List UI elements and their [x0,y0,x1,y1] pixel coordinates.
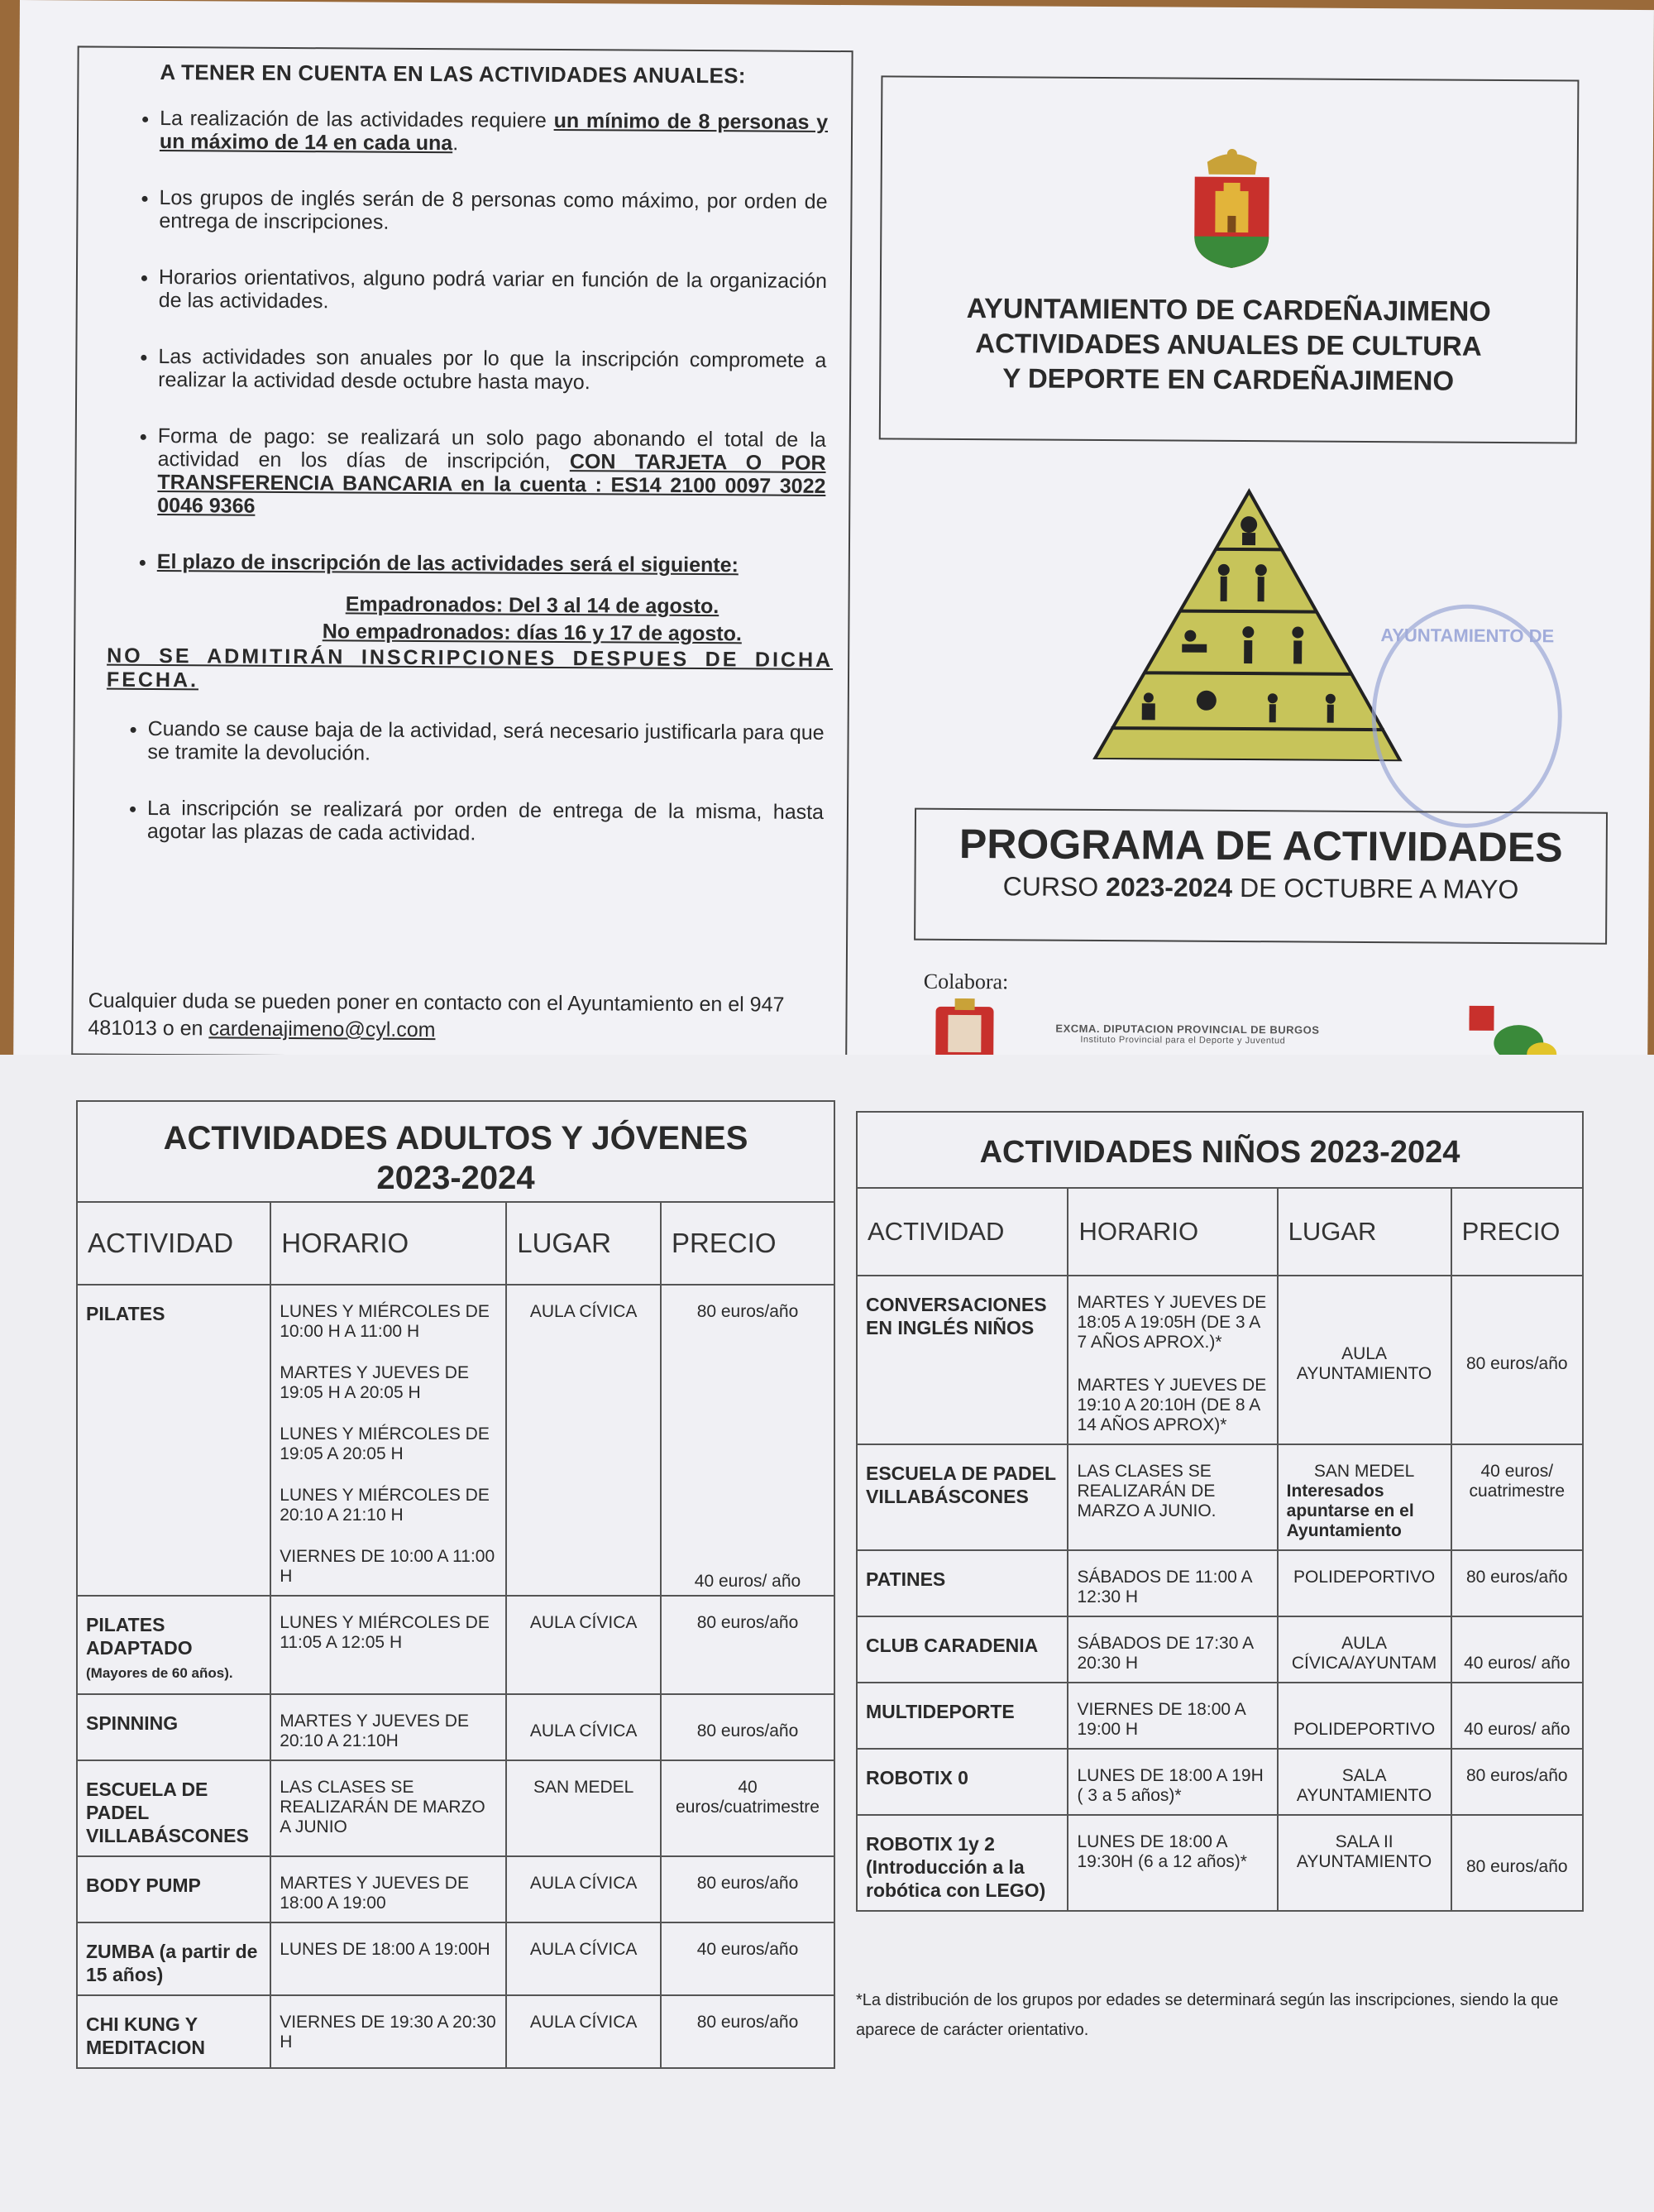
activity-name: CONVERSACIONES EN INGLÉS NIÑOS [857,1276,1068,1444]
price-line: 40 euros/ año [694,1572,801,1591]
program-title: PROGRAMA DE ACTIVIDADES [958,820,1563,871]
activity-name: ROBOTIX 0 [857,1749,1068,1815]
activity-schedule: SÁBADOS DE 17:30 A 20:30 H [1068,1616,1277,1683]
activity-schedule: MARTES Y JUEVES DE 18:00 A 19:00 [270,1856,506,1922]
col-horario: HORARIO [1068,1188,1277,1276]
note-emphasis: un mínimo de 8 personas y un máximo de 14 en cada una [159,108,829,156]
activity-schedule: LUNES Y MIÉRCOLES DE 11:05 A 12:05 H [270,1596,506,1694]
activity-price: 80 euros/año [661,1596,834,1694]
table-row [77,1285,834,1596]
official-stamp [1371,604,1563,828]
activity-schedule: LUNES DE 18:00 A 19:00H [270,1922,506,1995]
table-row [857,1550,1583,1616]
schedule-line: LUNES Y MIÉRCOLES DE 19:05 A 20:05 H [280,1424,490,1463]
activity-price [661,1285,834,1596]
table-row [77,1596,834,1694]
table-row [77,1694,834,1760]
activity-place: SALA II AYUNTAMIENTO [1278,1815,1451,1911]
activity-name: PATINES [857,1550,1068,1616]
adults-table [76,1100,835,2069]
note-annual: • Las actividades son anuales por lo que la inscripción compromete a realizar la actividad desde octubre hasta mayo. [158,345,834,395]
title-box [879,75,1580,443]
activity-name: ESCUELA DE PADEL VILLABÁSCONES [77,1760,270,1856]
schedule-line: MARTES Y JUEVES DE 19:05 H A 20:05 H [280,1363,469,1402]
activity-schedule: LUNES DE 18:00 A 19:30H (6 a 12 años)* [1068,1815,1277,1911]
place-note: Interesados apuntarse en el Ayuntamiento [1286,1482,1414,1540]
diputacion-subtitle: Instituto Provincial para el Deporte y Juventud [1080,1034,1286,1046]
org-name: AYUNTAMIENTO DE CARDEÑAJIMENO [966,292,1491,328]
activity-place: POLIDEPORTIVO [1278,1550,1451,1616]
col-precio: PRECIO [661,1202,834,1285]
col-actividad: ACTIVIDAD [857,1188,1068,1276]
activity-name: MULTIDEPORTE [857,1683,1068,1749]
note-order: • La inscripción se realizará por orden de entrega de la misma, hasta agotar las plazas de cada actividad. [147,797,832,847]
schedule-line: MARTES Y JUEVES DE 18:05 A 19:05H (DE 3 A 7 AÑOS APROX.)* [1077,1293,1267,1352]
activity-schedule: VIERNES DE 18:00 A 19:00 H [1068,1683,1277,1749]
activity-schedule: LAS CLASES SE REALIZARÁN DE MARZO A JUNIO [270,1760,506,1856]
table-row [77,1856,834,1922]
activity-schedule: SÁBADOS DE 11:00 A 12:30 H [1068,1550,1277,1616]
table-row [77,1760,834,1856]
diputacion-name: EXCMA. DIPUTACION PROVINCIAL DE BURGOS [1055,1022,1320,1037]
activity-place: AULA CÍVICA [506,1596,661,1694]
activity-schedule: LUNES DE 18:00 A 19H ( 3 a 5 años)* [1068,1749,1277,1815]
schedule-line: MARTES Y JUEVES DE 19:10 A 20:10H (DE 8 A 14 AÑOS APROX)* [1077,1376,1267,1434]
activity-price: 40 euros/ año [1451,1616,1583,1683]
activity-name: SPINNING [77,1694,270,1760]
note-text: . [452,132,459,156]
note-schedules: • Horarios orientativos, alguno podrá variar en función de la organización de las actividades. [159,266,835,316]
activity-price: 80 euros/año [1451,1276,1583,1444]
price-line: 80 euros/año [696,1302,799,1321]
activity-schedule: VIERNES DE 19:30 A 20:30 H [270,1995,506,2068]
no-admit-notice: NO SE ADMITIRÁN INSCRIPCIONES DESPUES DE DICHA FECHA. [106,644,834,692]
stamp-text: AYUNTAMIENTO DE [1380,625,1555,647]
activity-place: AULA CÍVICA [506,1995,661,2068]
activity-name: CLUB CARADENIA [857,1616,1068,1683]
table-row [857,1276,1583,1444]
activity-place: AULA CÍVICA [506,1285,661,1596]
bank-account: CON TARJETA O POR TRANSFERENCIA BANCARIA en la cuenta : ES14 2100 0097 3022 0046 9366 [157,450,826,518]
activity-price: 40 euros/año [661,1922,834,1995]
notes-list [91,107,836,577]
note-payment [157,424,834,521]
cover-subtitle: ACTIVIDADES ANUALES DE CULTURA Y DEPORTE EN CARDEÑAJIMENO [975,328,1482,396]
adults-title: ACTIVIDADES ADULTOS Y JÓVENES 2023-2024 [77,1101,834,1202]
course-year: 2023-2024 [1106,872,1233,903]
top-sheet [13,0,1654,1077]
table-row [857,1815,1583,1911]
contact-info [88,988,845,1047]
activity-price: 80 euros/año [661,1995,834,2068]
activity-name: ROBOTIX 1y 2 (Introducción a la robótica con LEGO) [857,1815,1068,1911]
note-deadline: • El plazo de inscripción de las actividades será el siguiente: [157,550,834,577]
course-range: DE OCTUBRE A MAYO [1239,873,1519,905]
note-text: La realización de las actividades requiere [160,107,554,132]
date-registered: Empadronados: Del 3 al 14 de agosto. [345,592,719,619]
col-lugar: LUGAR [1278,1188,1451,1276]
kids-footnote: *La distribución de los grupos por edades se determinará según las inscripciones, siendo la que aparece de carácter orientativo. [856,1991,1559,2039]
activity-name-text: PILATES ADAPTADO [86,1614,193,1659]
notes-list-2 [89,717,833,847]
kids-title: ACTIVIDADES NIÑOS 2023-2024 [857,1112,1583,1188]
activity-schedule: LAS CLASES SE REALIZARÁN DE MARZO A JUNIO. [1068,1444,1277,1550]
activity-place: POLIDEPORTIVO [1278,1683,1451,1749]
activity-schedule [1068,1276,1277,1444]
schedule-line: LUNES Y MIÉRCOLES DE 10:00 H A 11:00 H [280,1302,490,1341]
program-course [915,871,1605,906]
activity-name: PILATES [77,1285,270,1596]
colabora-label: Colabora: [923,969,1009,994]
activity-place: AULA AYUNTAMIENTO [1278,1276,1451,1444]
table-row [857,1616,1583,1683]
activity-place [1278,1444,1451,1550]
col-actividad: ACTIVIDAD [77,1202,270,1285]
activities-pyramid-image [1090,486,1406,761]
activity-note: (Mayores de 60 años). [86,1665,233,1681]
course-label: CURSO [1002,871,1099,902]
registration-dates [231,591,833,649]
bottom-sheet [0,1055,1654,2212]
activity-place: AULA CÍVICA/AYUNTAM [1278,1616,1451,1683]
activity-price: 80 euros/año [1451,1550,1583,1616]
activity-price: 80 euros/año [1451,1815,1583,1911]
activity-place: SAN MEDEL [506,1760,661,1856]
town-crest-logo [1190,146,1274,271]
activity-schedule: MARTES Y JUEVES DE 20:10 A 21:10H [270,1694,506,1760]
contact-text: Cualquier duda se pueden poner en contacto con el Ayuntamiento en el 947 481013 o en [88,989,785,1041]
diputacion-text [1055,1022,1319,1046]
activity-price: 40 euros/ año [1451,1683,1583,1749]
notes-box [71,45,853,1060]
contact-email-link[interactable]: cardenajimeno@cyl.com [208,1017,436,1042]
col-lugar: LUGAR [506,1202,661,1285]
activity-schedule [270,1285,506,1596]
activity-place: AULA CÍVICA [506,1694,661,1760]
table-row [857,1683,1583,1749]
activity-name: ZUMBA (a partir de 15 años) [77,1922,270,1995]
activity-name [77,1596,270,1694]
activity-price: 80 euros/año [661,1856,834,1922]
activity-name: BODY PUMP [77,1856,270,1922]
activity-place: SALA AYUNTAMIENTO [1278,1749,1451,1815]
table-row [857,1749,1583,1815]
col-precio: PRECIO [1451,1188,1583,1276]
activity-price: 80 euros/año [661,1694,834,1760]
col-horario: HORARIO [270,1202,506,1285]
table-row [77,1922,834,1995]
activity-price: 40 euros/ cuatrimestre [1451,1444,1583,1550]
activity-name: ESCUELA DE PADEL VILLABÁSCONES [857,1444,1068,1550]
activity-place: AULA CÍVICA [506,1922,661,1995]
note-withdrawal: • Cuando se cause baja de la actividad, será necesario justificarla para que se tramite la devolución. [147,717,832,768]
schedule-line: LUNES Y MIÉRCOLES DE 20:10 A 21:10 H [280,1486,490,1525]
date-unregistered: No empadronados: días 16 y 17 de agosto. [322,620,742,646]
note-english: • Los grupos de inglés serán de 8 personas como máximo, por orden de entrega de inscripciones. [159,186,835,237]
kids-table [856,1111,1584,1912]
table-row [77,1995,834,2068]
activity-price: 80 euros/año [1451,1749,1583,1815]
table-row [857,1444,1583,1550]
activity-name: CHI KUNG Y MEDITACION [77,1995,270,2068]
program-box [914,808,1608,945]
activity-price: 40 euros/cuatrimestre [661,1760,834,1856]
schedule-line: VIERNES DE 10:00 A 11:00 H [280,1547,495,1586]
note-minimum [160,107,836,157]
notes-heading: A TENER EN CUENTA EN LAS ACTIVIDADES ANUALES: [160,60,746,89]
activity-place: AULA CÍVICA [506,1856,661,1922]
place-text: SAN MEDEL [1313,1462,1415,1481]
note-text: Forma de pago: se realizará un solo pago abonando el total de la actividad en los días de inscripción, [157,424,826,474]
